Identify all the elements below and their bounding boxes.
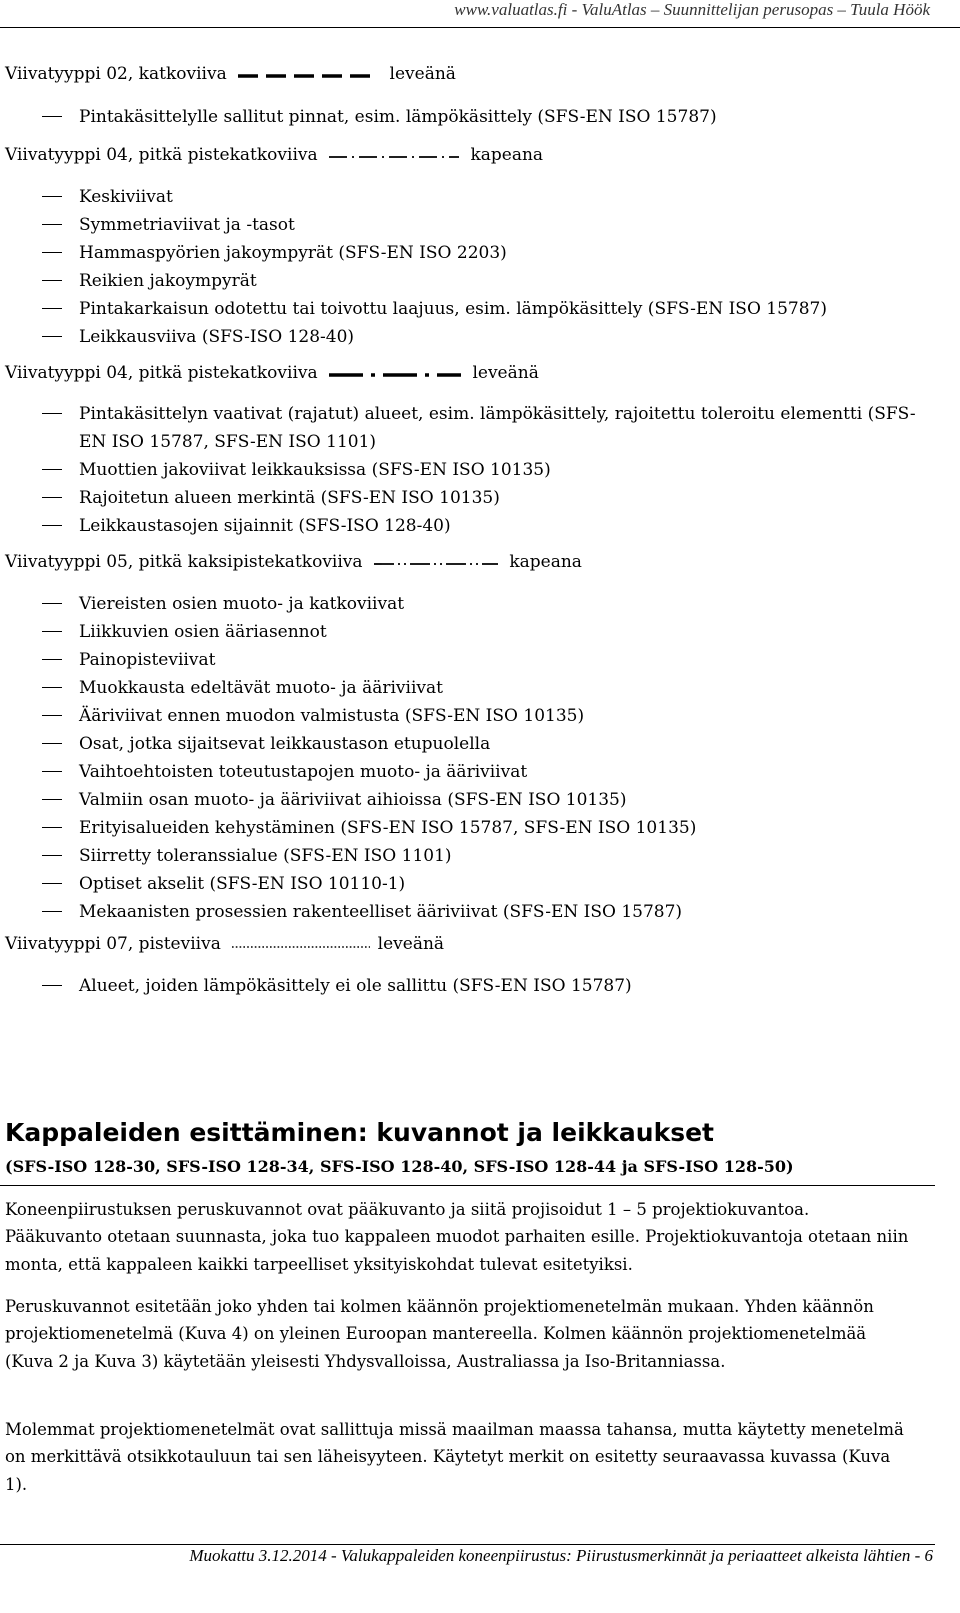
dash-bullet-icon bbox=[42, 827, 62, 828]
dash-bullet-icon bbox=[42, 280, 62, 281]
list-item: Pintakäsittelyn vaativat (rajatut) alueet, esim. lämpökäsittely, rajoitettu toleroitu elementti (SFS-EN ISO 15787, SFS-EN ISO 1101) bbox=[0, 400, 939, 456]
list-item: Pintakäsittelylle sallitut pinnat, esim. lämpökäsittely (SFS-EN ISO 15787) bbox=[0, 103, 930, 131]
dash-bullet-icon bbox=[42, 771, 62, 772]
dash-bullet-icon bbox=[42, 497, 62, 498]
dash-bullet-icon bbox=[42, 252, 62, 253]
line-type-04-narrow-heading bbox=[5, 145, 543, 165]
list-item: Hammaspyörien jakoympyrät (SFS-EN ISO 2203) bbox=[0, 239, 930, 267]
footer-rule bbox=[0, 1544, 935, 1545]
dash-dot-thin-line-sample bbox=[329, 150, 459, 160]
list-item: Leikkaustasojen sijainnit (SFS-ISO 128-40) bbox=[0, 512, 930, 540]
list-item: Symmetriaviivat ja -tasot bbox=[0, 211, 930, 239]
section-title: Kappaleiden esittäminen: kuvannot ja leikkaukset bbox=[5, 1118, 714, 1147]
dash-bullet-icon bbox=[42, 883, 62, 884]
dash-bullet-icon bbox=[42, 799, 62, 800]
list-item: Erityisalueiden kehystäminen (SFS-EN ISO 15787, SFS-EN ISO 10135) bbox=[0, 814, 930, 842]
line-type-desc: , katkoviiva bbox=[127, 64, 227, 84]
line-type-02-heading bbox=[5, 64, 456, 84]
list-item: Painopisteviivat bbox=[0, 646, 930, 674]
header-rule bbox=[0, 27, 960, 28]
dash-bullet-icon bbox=[42, 659, 62, 660]
line-type-desc: , pitkä pistekatkoviiva bbox=[127, 145, 318, 165]
dash-bullet-icon bbox=[42, 911, 62, 912]
line-type-05-heading bbox=[5, 552, 582, 572]
dashed-thick-line-sample bbox=[238, 69, 378, 79]
list-item: Ääriviivat ennen muodon valmistusta (SFS-EN ISO 10135) bbox=[0, 702, 930, 730]
line-type-title: Viivatyyppi 02 bbox=[5, 64, 128, 84]
list-item: Leikkausviiva (SFS-ISO 128-40) bbox=[0, 323, 930, 351]
page-footer: Muokattu 3.12.2014 - Valukappaleiden koneenpiirustus: Piirustusmerkinnät ja periaatteet alkeista lähtien - 6 bbox=[189, 1546, 933, 1565]
line-type-desc: , pitkä kaksipistekatkoviiva bbox=[127, 552, 363, 572]
list-item: Viereisten osien muoto- ja katkoviivat bbox=[0, 590, 930, 618]
paragraph: Molemmat projektiomenetelmät ovat sallittuja missä maailman maassa tahansa, mutta käytetty menetelmä on merkittävä otsikkotauluun tai sen läheisyyteen. Käytetyt merkit on esitetty seuraavassa kuvassa (Kuva 1). bbox=[5, 1420, 904, 1494]
dash-bullet-icon bbox=[42, 116, 62, 117]
line-type-07-heading bbox=[5, 934, 444, 954]
paragraph: Koneenpiirustuksen peruskuvannot ovat pääkuvanto ja siitä projisoidut 1 – 5 projektiokuvantoa. Pääkuvanto otetaan suunnasta, joka tuo kappaleen muodot parhaiten esille. Projektiokuvantoja otetaan niin monta, että kappaleen kaikki tarpeelliset yksityiskohdat tulevat esitetyiksi. bbox=[5, 1200, 909, 1274]
line-type-desc: , pitkä pistekatkoviiva bbox=[127, 363, 318, 383]
line-width-label: leveänä bbox=[389, 64, 456, 84]
line-width-label: kapeana bbox=[470, 145, 544, 165]
line-type-desc: , pisteviiva bbox=[127, 934, 221, 954]
line-type-04-wide-list bbox=[0, 400, 930, 540]
line-type-title: Viivatyyppi 07 bbox=[5, 934, 128, 954]
line-type-02-list bbox=[0, 103, 930, 131]
dash-bullet-icon bbox=[42, 985, 62, 986]
dash-bullet-icon bbox=[42, 631, 62, 632]
dash-bullet-icon bbox=[42, 687, 62, 688]
list-item: Muokkausta edeltävät muoto- ja ääriviivat bbox=[0, 674, 930, 702]
list-item: Liikkuvien osien ääriasennot bbox=[0, 618, 930, 646]
list-item: Reikien jakoympyrät bbox=[0, 267, 930, 295]
line-type-04-narrow-list bbox=[0, 183, 930, 351]
line-type-07-list bbox=[0, 972, 930, 1000]
dash-double-dot-line-sample bbox=[374, 557, 498, 567]
list-item: Osat, jotka sijaitsevat leikkaustason etupuolella bbox=[0, 730, 930, 758]
list-item: Pintakarkaisun odotettu tai toivottu laajuus, esim. lämpökäsittely (SFS-EN ISO 15787) bbox=[0, 295, 930, 323]
dash-bullet-icon bbox=[42, 308, 62, 309]
list-item: Siirretty toleranssialue (SFS-EN ISO 1101) bbox=[0, 842, 930, 870]
dash-bullet-icon bbox=[42, 525, 62, 526]
paragraph: Peruskuvannot esitetään joko yhden tai kolmen käännön projektiomenetelmän mukaan. Yhden käännön projektiomenetelmä (Kuva 4) on yleinen Euroopan mantereella. Kolmen käännön projektiomenetelmää (Kuva 2 ja Kuva 3) käytetään yleisesti Yhdysvalloissa, Australiassa ja Iso-Britanniassa. bbox=[5, 1297, 874, 1371]
list-item: Mekaanisten prosessien rakenteelliset ääriviivat (SFS-EN ISO 15787) bbox=[0, 898, 930, 926]
dotted-line-sample bbox=[232, 939, 370, 949]
line-type-title: Viivatyyppi 04 bbox=[5, 145, 128, 165]
dash-bullet-icon bbox=[42, 196, 62, 197]
dash-bullet-icon bbox=[42, 224, 62, 225]
list-item: Muottien jakoviivat leikkauksissa (SFS-EN ISO 10135) bbox=[0, 456, 930, 484]
dash-bullet-icon bbox=[42, 855, 62, 856]
list-item: Optiset akselit (SFS-EN ISO 10110-1) bbox=[0, 870, 930, 898]
section-rule bbox=[0, 1185, 935, 1186]
line-type-title: Viivatyyppi 04 bbox=[5, 363, 128, 383]
dash-bullet-icon bbox=[42, 603, 62, 604]
section-subtitle: (SFS-ISO 128-30, SFS-ISO 128-34, SFS-ISO 128-40, SFS-ISO 128-44 ja SFS-ISO 128-50) bbox=[5, 1157, 794, 1176]
dash-bullet-icon bbox=[42, 413, 62, 414]
list-item: Alueet, joiden lämpökäsittely ei ole sallittu (SFS-EN ISO 15787) bbox=[0, 972, 930, 1000]
list-item: Valmiin osan muoto- ja ääriviivat aihioissa (SFS-EN ISO 10135) bbox=[0, 786, 930, 814]
list-item: Keskiviivat bbox=[0, 183, 930, 211]
dash-bullet-icon bbox=[42, 715, 62, 716]
dash-bullet-icon bbox=[42, 336, 62, 337]
page-header: www.valuatlas.fi - ValuAtlas – Suunnittelijan perusopas – Tuula Höök bbox=[454, 0, 930, 19]
line-width-label: leveänä bbox=[472, 363, 539, 383]
line-width-label: kapeana bbox=[509, 552, 582, 572]
line-width-label: leveänä bbox=[377, 934, 445, 954]
line-type-title: Viivatyyppi 05 bbox=[5, 552, 128, 572]
line-type-05-list bbox=[0, 590, 930, 926]
dash-dot-thick-line-sample bbox=[329, 368, 461, 378]
list-item: Rajoitetun alueen merkintä (SFS-EN ISO 10135) bbox=[0, 484, 930, 512]
line-type-04-wide-heading bbox=[5, 363, 539, 383]
dash-bullet-icon bbox=[42, 469, 62, 470]
list-item: Vaihtoehtoisten toteutustapojen muoto- ja ääriviivat bbox=[0, 758, 930, 786]
dash-bullet-icon bbox=[42, 743, 62, 744]
